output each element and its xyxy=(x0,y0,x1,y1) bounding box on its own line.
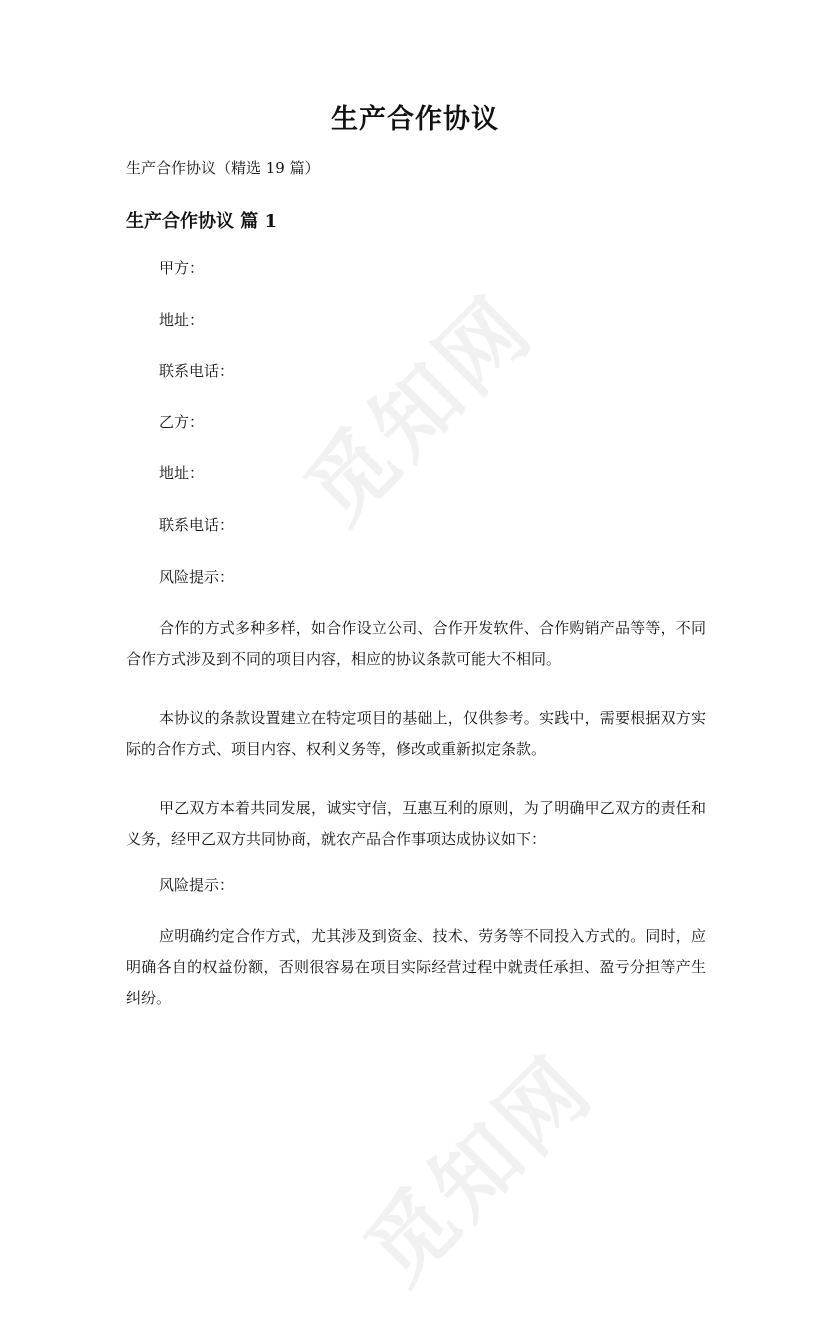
paragraph-reference-note: 本协议的条款设置建立在特定项目的基础上，仅供参考。实践中，需要根据双方实际的合作方式、项目内容、权利义务等，修改或重新拟定条款。 xyxy=(126,709,706,758)
document-title: 生产合作协议 xyxy=(331,104,499,135)
party-a-phone-label: 联系电话： xyxy=(159,362,235,380)
watermark: 觅知网 xyxy=(287,277,553,543)
paragraph-cooperation-methods: 合作的方式多种多样，如合作设立公司、合作开发软件、合作购销产品等等，不同合作方式涉及到不同的项目内容，相应的协议条款可能大不相同。 xyxy=(126,619,706,668)
party-a-label: 甲方： xyxy=(159,259,205,277)
paragraph-risk-details: 应明确约定合作方式，尤其涉及到资金、技术、劳务等不同投入方式的。同时，应明确各自的权益份额，否则很容易在项目实际经营过程中就责任承担、盈亏分担等产生纠纷。 xyxy=(126,927,706,1007)
party-b-address-label: 地址： xyxy=(159,464,205,482)
party-a-address-label: 地址： xyxy=(159,311,205,329)
section-heading: 生产合作协议 篇 1 xyxy=(126,211,278,232)
risk-warning-label: 风险提示： xyxy=(159,568,235,586)
document-subtitle: 生产合作协议（精选 19 篇） xyxy=(126,159,320,177)
party-b-phone-label: 联系电话： xyxy=(159,516,235,534)
paragraph-agreement-intro: 甲乙双方本着共同发展，诚实守信，互惠互利的原则，为了明确甲乙双方的责任和义务，经甲乙双方共同协商，就农产品合作事项达成协议如下： xyxy=(126,799,706,848)
risk-warning-label-2: 风险提示： xyxy=(159,876,235,894)
watermark-bottom: 觅知网 xyxy=(347,1037,613,1303)
party-b-label: 乙方： xyxy=(159,413,205,431)
